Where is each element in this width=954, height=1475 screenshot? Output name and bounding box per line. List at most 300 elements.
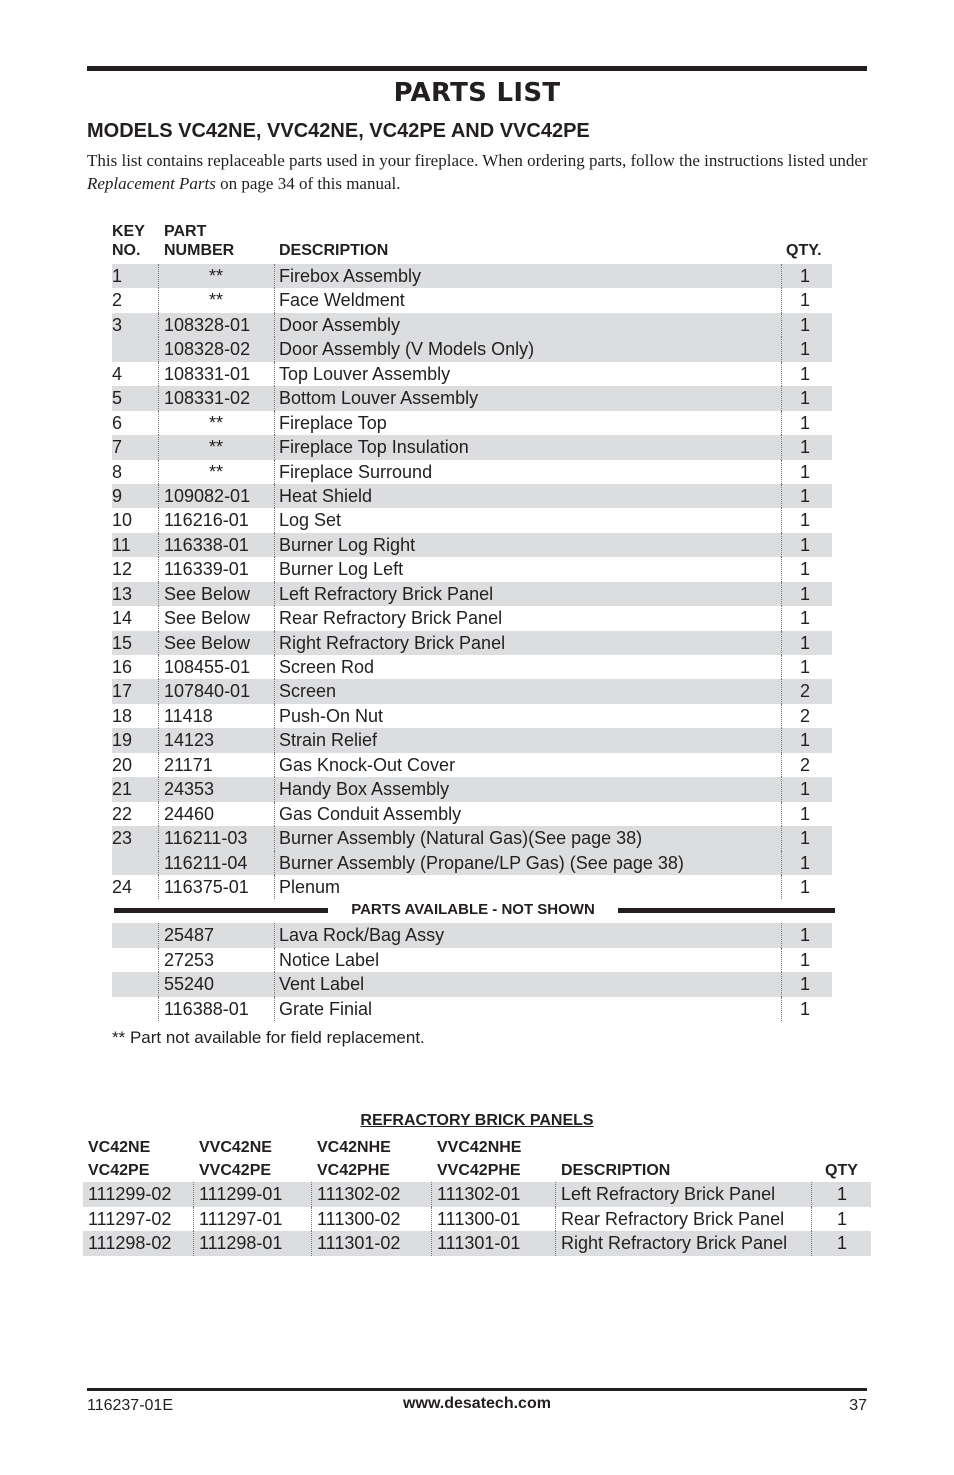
description-cell: Gas Conduit Assembly	[279, 803, 462, 824]
brick-header-line2: VVC42PHE	[437, 1162, 521, 1179]
description-cell: Fireplace Top Insulation	[279, 437, 469, 458]
column-divider	[193, 1182, 194, 1207]
part-number-cell: See Below	[164, 583, 251, 604]
table-row	[112, 997, 832, 1021]
column-divider	[781, 533, 782, 557]
table-row	[112, 508, 832, 532]
column-divider	[811, 1182, 812, 1207]
column-divider	[781, 826, 782, 850]
brick-table-row	[83, 1182, 871, 1207]
description-cell: Plenum	[279, 876, 341, 897]
column-divider	[555, 1207, 556, 1232]
part-number-cell: 21171	[164, 754, 213, 775]
column-divider	[158, 728, 159, 752]
brick-table-row	[83, 1231, 871, 1256]
column-divider	[274, 288, 275, 312]
part-header-line1: PART	[164, 223, 207, 240]
part-number-cell: **	[208, 266, 223, 286]
qty-cell: 1	[799, 657, 810, 677]
column-divider	[781, 875, 782, 899]
column-divider	[158, 533, 159, 557]
brick-description-cell: Left Refractory Brick Panel	[561, 1184, 776, 1204]
qty-cell: 1	[799, 828, 810, 849]
page-number: 37	[849, 1397, 867, 1414]
table-row	[112, 362, 832, 386]
brick-part-cell: 111301-02	[317, 1233, 401, 1253]
description-cell: Strain Relief	[279, 730, 378, 751]
table-row	[112, 753, 832, 777]
table-row	[112, 264, 832, 288]
table-row	[112, 435, 832, 459]
brick-table	[83, 1136, 871, 1256]
column-divider	[274, 435, 275, 459]
table-row	[112, 679, 832, 703]
website-link[interactable]: www.desatech.com	[403, 1395, 551, 1412]
qty-cell: 1	[799, 437, 810, 458]
qty-cell: 1	[799, 876, 810, 897]
description-cell: Top Louver Assembly	[279, 363, 451, 384]
column-divider	[158, 923, 159, 947]
column-divider	[274, 484, 275, 508]
brick-part-cell: 111298-01	[199, 1233, 283, 1253]
table-row	[112, 972, 832, 996]
column-divider	[274, 826, 275, 850]
column-divider	[781, 508, 782, 532]
qty-cell: 1	[799, 852, 810, 873]
brick-header-line2: VC42PHE	[317, 1162, 390, 1179]
table-row	[112, 875, 832, 899]
description-header: DESCRIPTION	[279, 242, 389, 259]
column-divider	[781, 728, 782, 752]
column-divider	[158, 484, 159, 508]
part-number-cell: 116211-04	[164, 852, 248, 873]
column-divider	[274, 557, 275, 581]
column-divider	[193, 1231, 194, 1256]
intro-paragraph	[87, 149, 877, 195]
brick-qty-cell: 1	[837, 1233, 848, 1253]
column-divider	[781, 679, 782, 703]
brick-header-line2: VVC42PE	[199, 1162, 272, 1179]
column-divider	[555, 1182, 556, 1207]
key-no-cell: 1	[112, 266, 123, 286]
column-divider	[158, 264, 159, 288]
qty-cell: 1	[799, 803, 810, 824]
description-cell: Screen	[279, 681, 337, 702]
qty-cell: 2	[799, 754, 810, 775]
column-divider	[274, 875, 275, 899]
brick-qty-cell: 1	[837, 1184, 848, 1204]
column-divider	[781, 802, 782, 826]
column-divider	[431, 1207, 432, 1232]
qty-cell: 1	[799, 388, 810, 409]
key-no-cell: 17	[112, 681, 133, 702]
description-cell: Gas Knock-Out Cover	[279, 754, 456, 775]
part-number-cell: 55240	[164, 974, 215, 995]
table-row	[112, 337, 832, 361]
column-divider	[781, 631, 782, 655]
part-number-cell: 116211-03	[164, 828, 248, 849]
table-row	[112, 655, 832, 679]
column-divider	[158, 288, 159, 312]
not-shown-divider	[112, 899, 832, 923]
description-cell: Burner Log Right	[279, 534, 416, 555]
column-divider	[781, 851, 782, 875]
table-row	[112, 802, 832, 826]
column-divider	[274, 508, 275, 532]
models-subtitle: MODELS VC42NE, VVC42NE, VC42PE AND VVC42PE	[87, 120, 590, 142]
brick-table-header	[83, 1136, 871, 1182]
key-no-cell: 15	[112, 632, 133, 653]
part-number-cell: 14123	[164, 730, 215, 751]
table-row	[112, 728, 832, 752]
replacement-parts-ref: Replacement Parts	[87, 174, 216, 193]
part-number-cell: 108331-02	[164, 388, 251, 409]
parts-table	[112, 220, 832, 1021]
description-cell: Burner Assembly (Natural Gas)(See page 38)	[279, 828, 643, 849]
column-divider	[158, 851, 159, 875]
part-number-cell: **	[208, 461, 223, 482]
column-divider	[431, 1231, 432, 1256]
brick-header-line1: VVC42NE	[199, 1139, 272, 1156]
column-divider	[158, 337, 159, 361]
brick-part-cell: 111300-01	[437, 1208, 521, 1229]
qty-cell: 1	[799, 632, 810, 653]
qty-cell: 1	[799, 363, 810, 384]
description-cell: Screen Rod	[279, 657, 375, 677]
part-number-cell: **	[208, 290, 223, 311]
qty-cell: 1	[799, 534, 810, 555]
description-cell: Push-On Nut	[279, 705, 384, 726]
column-divider	[781, 777, 782, 801]
key-no-cell: 7	[112, 437, 123, 458]
key-no-cell: 9	[112, 485, 123, 506]
not-shown-bar-left	[114, 908, 334, 913]
column-divider	[158, 460, 159, 484]
brick-part-cell: 111297-02	[88, 1208, 172, 1229]
description-cell: Left Refractory Brick Panel	[279, 583, 494, 604]
brick-rows	[83, 1182, 871, 1256]
part-number-cell: 24353	[164, 779, 215, 800]
table-row	[112, 704, 832, 728]
column-divider	[781, 557, 782, 581]
column-divider	[781, 948, 782, 972]
brick-part-cell: 111299-02	[88, 1184, 172, 1204]
column-divider	[781, 337, 782, 361]
column-divider	[158, 875, 159, 899]
description-cell: Burner Log Left	[279, 559, 404, 580]
description-cell: Notice Label	[279, 949, 380, 970]
not-shown-rows	[112, 923, 832, 1021]
column-divider	[781, 753, 782, 777]
key-no-cell: 13	[112, 583, 133, 604]
description-cell: Firebox Assembly	[279, 266, 422, 286]
key-no-cell: 18	[112, 705, 133, 726]
qty-cell: 1	[799, 974, 810, 995]
column-divider	[274, 362, 275, 386]
column-divider	[274, 704, 275, 728]
description-cell: Fireplace Top	[279, 412, 387, 433]
description-cell: Door Assembly (V Models Only)	[279, 339, 535, 360]
column-divider	[781, 288, 782, 312]
brick-part-cell: 111299-01	[199, 1184, 283, 1204]
column-divider	[311, 1231, 312, 1256]
column-divider	[781, 923, 782, 947]
brick-description-cell: Rear Refractory Brick Panel	[561, 1208, 785, 1229]
key-no-cell: 22	[112, 803, 133, 824]
brick-part-cell: 111298-02	[88, 1233, 172, 1253]
column-divider	[274, 997, 275, 1021]
table-row	[112, 533, 832, 557]
column-divider	[274, 631, 275, 655]
qty-cell: 1	[799, 779, 810, 800]
key-no-cell: 4	[112, 363, 123, 384]
key-no-cell: 11	[112, 534, 131, 555]
key-no-cell: 14	[112, 608, 133, 629]
column-divider	[274, 777, 275, 801]
brick-part-cell: 111302-01	[437, 1184, 521, 1204]
parts-rows	[112, 264, 832, 899]
description-cell: Bottom Louver Assembly	[279, 388, 479, 409]
column-divider	[781, 460, 782, 484]
column-divider	[158, 386, 159, 410]
table-row	[112, 606, 832, 630]
qty-cell: 1	[799, 314, 810, 335]
column-divider	[158, 362, 159, 386]
brick-description-cell: Right Refractory Brick Panel	[561, 1233, 788, 1253]
not-shown-label: PARTS AVAILABLE - NOT SHOWN	[328, 900, 618, 920]
part-number-cell: See Below	[164, 632, 251, 653]
part-number-cell: 108328-01	[164, 314, 251, 335]
part-number-cell: 116375-01	[164, 876, 249, 897]
column-divider	[158, 631, 159, 655]
column-divider	[158, 582, 159, 606]
part-number-cell: **	[208, 437, 223, 458]
table-row	[112, 851, 832, 875]
key-no-cell: 8	[112, 461, 123, 482]
column-divider	[274, 851, 275, 875]
brick-qty-cell: 1	[837, 1208, 848, 1229]
column-divider	[781, 484, 782, 508]
key-no-cell: 6	[112, 412, 123, 433]
brick-part-cell: 111297-01	[199, 1208, 283, 1229]
column-divider	[158, 802, 159, 826]
column-divider	[274, 582, 275, 606]
qty-cell: 1	[799, 559, 810, 580]
column-divider	[158, 753, 159, 777]
column-divider	[274, 533, 275, 557]
qty-cell: 1	[799, 290, 810, 311]
column-divider	[274, 313, 275, 337]
qty-cell: 2	[799, 705, 810, 726]
column-divider	[781, 655, 782, 679]
description-cell: Fireplace Surround	[279, 461, 433, 482]
part-number-cell: 108455-01	[164, 657, 251, 677]
description-cell: Handy Box Assembly	[279, 779, 450, 800]
part-number-cell: **	[208, 412, 223, 433]
brick-table-title: REFRACTORY BRICK PANELS	[360, 1112, 594, 1129]
key-no-cell: 5	[112, 388, 123, 409]
key-no-cell: 20	[112, 754, 133, 775]
column-divider	[431, 1182, 432, 1207]
qty-cell: 1	[799, 461, 810, 482]
key-no-header	[112, 222, 145, 260]
column-divider	[274, 606, 275, 630]
qty-cell: 1	[799, 730, 810, 751]
column-divider	[781, 411, 782, 435]
column-divider	[158, 997, 159, 1021]
part-number-cell: 108328-02	[164, 339, 251, 360]
description-cell: Door Assembly	[279, 314, 401, 335]
column-divider	[193, 1207, 194, 1232]
brick-part-cell: 111301-01	[437, 1233, 521, 1253]
column-divider	[811, 1231, 812, 1256]
part-number-header	[164, 222, 234, 260]
qty-cell: 1	[799, 412, 810, 433]
column-divider	[274, 802, 275, 826]
part-number-cell: 108331-01	[164, 363, 251, 384]
column-divider	[274, 264, 275, 288]
brick-header-line2: VC42PE	[88, 1162, 150, 1179]
part-number-cell: 24460	[164, 803, 215, 824]
key-no-cell: 21	[112, 779, 133, 800]
part-number-cell: 11418	[164, 705, 213, 726]
qty-cell: 1	[799, 998, 810, 1019]
column-divider	[781, 386, 782, 410]
parts-table-header	[112, 220, 832, 264]
brick-header-line1: VVC42NHE	[437, 1139, 522, 1156]
column-divider	[274, 923, 275, 947]
column-divider	[311, 1207, 312, 1232]
key-header-line1: KEY	[112, 223, 145, 240]
intro-text-1: This list contains replaceable parts used in your fireplace. When ordering parts, follow the instructions listed under	[87, 151, 868, 170]
column-divider	[781, 264, 782, 288]
bottom-rule	[87, 1388, 867, 1391]
column-divider	[781, 704, 782, 728]
column-divider	[274, 972, 275, 996]
brick-header-line1: VC42NHE	[317, 1139, 391, 1156]
description-cell: Lava Rock/Bag Assy	[279, 925, 445, 946]
column-divider	[158, 826, 159, 850]
table-row	[112, 582, 832, 606]
column-divider	[274, 386, 275, 410]
top-rule	[87, 66, 867, 71]
part-number-cell: 116388-01	[164, 998, 249, 1019]
column-divider	[158, 557, 159, 581]
column-divider	[274, 411, 275, 435]
column-divider	[811, 1207, 812, 1232]
description-cell: Rear Refractory Brick Panel	[279, 608, 503, 629]
table-row	[112, 411, 832, 435]
description-cell: Log Set	[279, 510, 342, 531]
part-header-line2: NUMBER	[164, 242, 235, 259]
column-divider	[158, 508, 159, 532]
brick-part-cell: 111300-02	[317, 1208, 401, 1229]
brick-table-row	[83, 1207, 871, 1232]
column-divider	[274, 753, 275, 777]
qty-cell: 2	[799, 681, 810, 702]
key-header-line2: NO.	[112, 242, 141, 259]
part-number-cell: 27253	[164, 949, 215, 970]
column-divider	[158, 679, 159, 703]
brick-header-line1: VC42NE	[88, 1139, 151, 1156]
qty-cell: 1	[799, 485, 810, 506]
table-row	[112, 557, 832, 581]
key-no-cell: 24	[112, 876, 133, 897]
description-cell: Heat Shield	[279, 485, 373, 506]
part-number-cell: 116216-01	[164, 510, 249, 531]
key-no-cell: 12	[112, 559, 133, 580]
description-cell: Right Refractory Brick Panel	[279, 632, 506, 653]
column-divider	[781, 972, 782, 996]
column-divider	[555, 1231, 556, 1256]
qty-header: QTY.	[786, 242, 822, 259]
qty-cell: 1	[799, 608, 810, 629]
key-no-cell: 19	[112, 730, 133, 751]
table-row	[112, 386, 832, 410]
part-number-cell: 116338-01	[164, 534, 249, 555]
table-row	[112, 313, 832, 337]
column-divider	[781, 362, 782, 386]
column-divider	[158, 948, 159, 972]
key-no-cell: 16	[112, 657, 133, 677]
column-divider	[311, 1182, 312, 1207]
column-divider	[158, 704, 159, 728]
not-shown-bar-right	[617, 908, 835, 913]
description-cell: Burner Assembly (Propane/LP Gas) (See page 38)	[279, 852, 684, 873]
table-row	[112, 460, 832, 484]
table-row	[112, 923, 832, 947]
column-divider	[781, 435, 782, 459]
column-divider	[158, 655, 159, 679]
column-divider	[158, 972, 159, 996]
column-divider	[274, 337, 275, 361]
description-cell: Vent Label	[279, 974, 365, 995]
key-no-cell: 10	[112, 510, 133, 531]
column-divider	[274, 655, 275, 679]
part-number-cell: 109082-01	[164, 485, 251, 506]
qty-cell: 1	[799, 339, 810, 360]
part-number-cell: 107840-01	[164, 681, 251, 702]
table-row	[112, 826, 832, 850]
column-divider	[158, 606, 159, 630]
key-no-cell: 23	[112, 828, 133, 849]
column-divider	[274, 679, 275, 703]
description-cell: Grate Finial	[279, 998, 373, 1019]
column-divider	[158, 411, 159, 435]
column-divider	[274, 460, 275, 484]
footnote: ** Part not available for field replacement.	[112, 1028, 425, 1047]
column-divider	[781, 606, 782, 630]
description-cell: Face Weldment	[279, 290, 405, 311]
column-divider	[274, 728, 275, 752]
part-number-cell: 116339-01	[164, 559, 249, 580]
part-number-cell: 25487	[164, 925, 215, 946]
column-divider	[781, 313, 782, 337]
table-row	[112, 948, 832, 972]
qty-cell: 1	[799, 949, 810, 970]
column-divider	[158, 777, 159, 801]
table-row	[112, 777, 832, 801]
column-divider	[158, 313, 159, 337]
column-divider	[781, 997, 782, 1021]
key-no-cell: 2	[112, 290, 123, 311]
part-number-cell: See Below	[164, 608, 251, 629]
qty-cell: 1	[799, 925, 810, 946]
qty-cell: 1	[799, 266, 810, 286]
qty-cell: 1	[799, 583, 810, 604]
table-row	[112, 484, 832, 508]
table-row	[112, 288, 832, 312]
